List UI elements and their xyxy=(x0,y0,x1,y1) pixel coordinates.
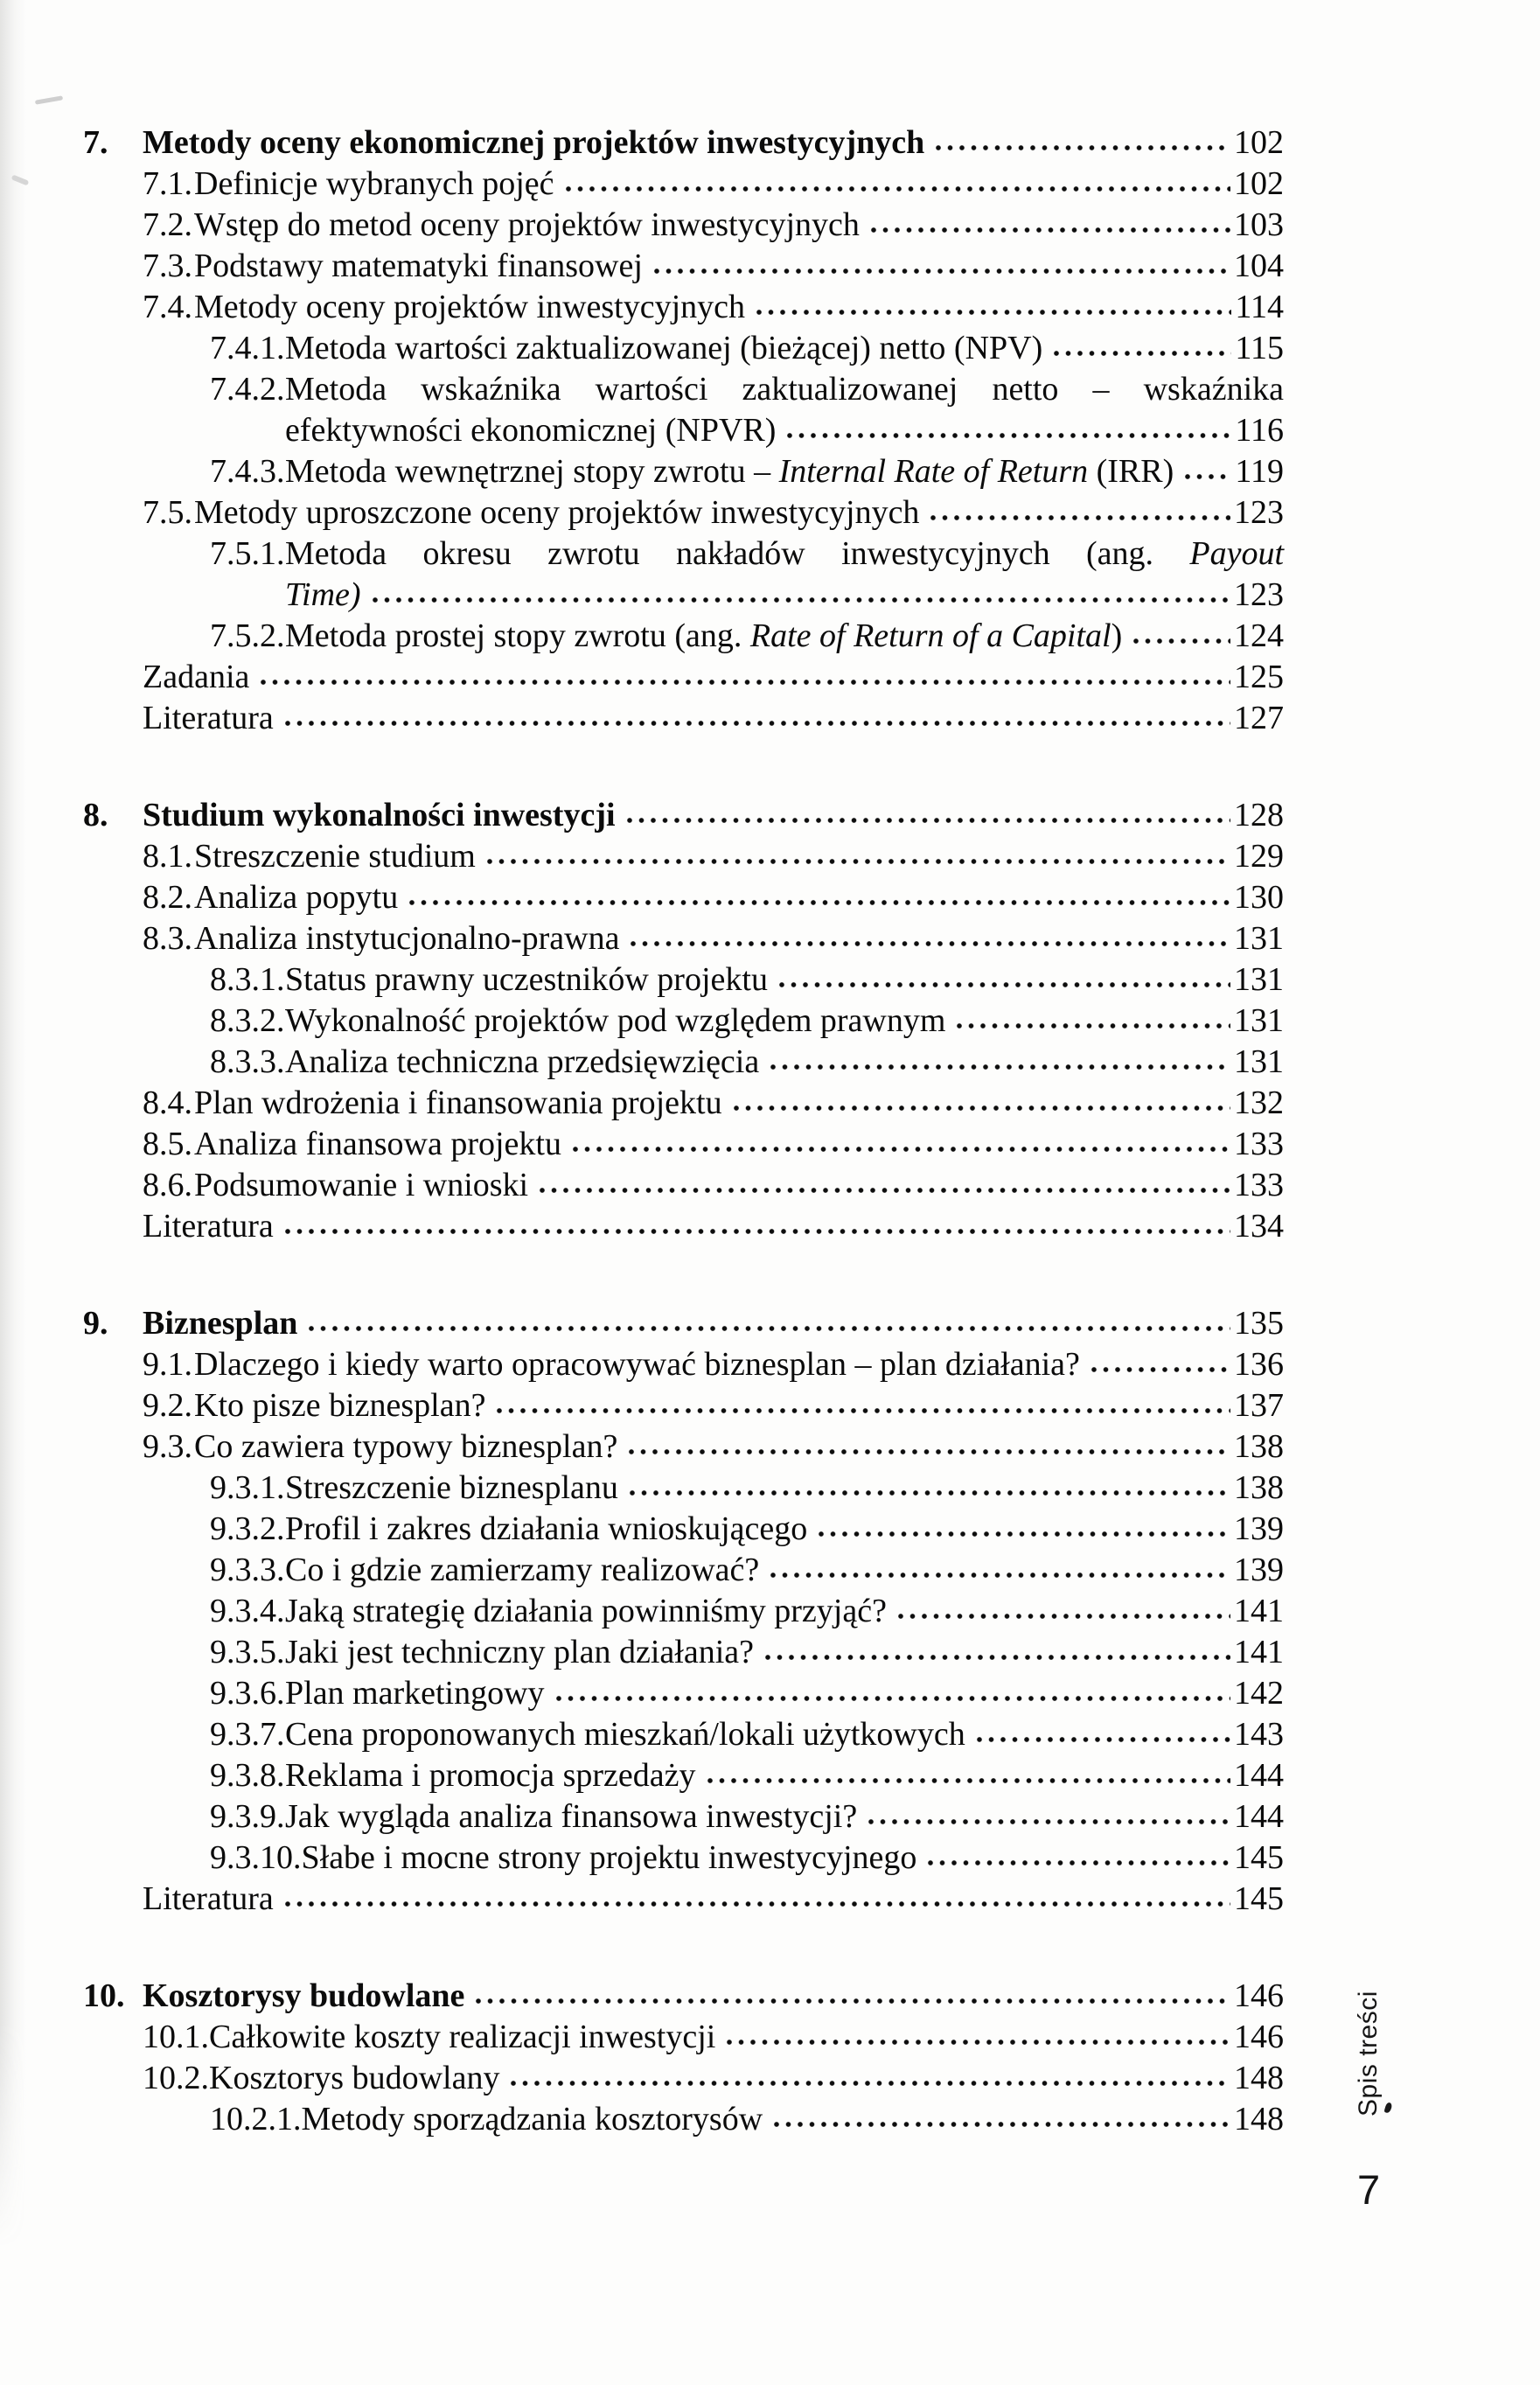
dot-leader xyxy=(563,164,1231,205)
entry-title-segment: Streszczenie biznesplanu xyxy=(285,1469,618,1506)
toc-row xyxy=(0,657,1284,698)
entry-number: 8.4. xyxy=(143,1084,192,1121)
entry-title-segment: Studium wykonalności inwestycji xyxy=(143,797,616,833)
entry-title-segment: Status prawny uczestników projektu xyxy=(285,961,768,998)
entry-title xyxy=(194,164,554,205)
entry-number: 8. xyxy=(83,797,108,833)
page-ref: 143 xyxy=(1234,1716,1284,1753)
toc-row xyxy=(0,1838,1284,1879)
dot-leader xyxy=(771,2099,1230,2140)
entry-number: 9.3.10. xyxy=(210,1839,302,1876)
page-ref: 148 xyxy=(1234,2060,1284,2096)
entry-number: 7.2. xyxy=(143,206,192,243)
toc-row xyxy=(0,492,1284,533)
entry-title xyxy=(194,918,619,959)
page-ref: 144 xyxy=(1234,1757,1284,1794)
page-ref: 130 xyxy=(1234,879,1284,916)
dot-leader xyxy=(1182,451,1231,492)
scan-smudge xyxy=(35,95,63,104)
entry-title xyxy=(285,410,776,451)
toc-row xyxy=(0,1042,1284,1083)
dot-leader xyxy=(954,1001,1230,1042)
toc-row xyxy=(0,1755,1284,1796)
dot-leader xyxy=(705,1755,1230,1796)
entry-number: 8.2. xyxy=(143,879,192,916)
dot-leader xyxy=(258,657,1230,698)
toc-row xyxy=(0,918,1284,959)
entry-title xyxy=(285,1714,965,1755)
toc-row xyxy=(0,1796,1284,1838)
page-ref: 145 xyxy=(1234,1839,1284,1876)
entry-title-segment: Definicje wybranych pojęć xyxy=(194,165,554,202)
page-ref: 131 xyxy=(1234,1043,1284,1080)
entry-number: 7.3. xyxy=(143,248,192,284)
page-ref: 139 xyxy=(1234,1552,1284,1588)
entry-title-segment: Metody oceny projektów inwestycyjnych xyxy=(194,289,746,325)
page-ref: 137 xyxy=(1234,1387,1284,1424)
dot-leader xyxy=(784,410,1231,451)
entry-title xyxy=(209,2058,499,2099)
toc-row xyxy=(0,1344,1284,1385)
dot-leader xyxy=(282,1206,1230,1247)
toc-row xyxy=(0,616,1284,657)
entry-title xyxy=(285,1673,545,1714)
entry-number: 8.3. xyxy=(143,920,192,957)
entry-title xyxy=(143,1303,297,1344)
toc-row xyxy=(0,1165,1284,1206)
entry-title-segment: Jaki jest techniczny plan działania? xyxy=(285,1634,754,1670)
page-ref: 119 xyxy=(1235,453,1284,490)
page-ref: 145 xyxy=(1234,1880,1284,1917)
toc-row xyxy=(0,1083,1284,1124)
entry-number: 9.3.7. xyxy=(210,1716,285,1753)
dot-leader xyxy=(731,1083,1230,1124)
entry-number: 7.1. xyxy=(143,165,192,202)
entry-title xyxy=(194,205,860,246)
page-ref: 127 xyxy=(1234,700,1284,736)
page-ref: 133 xyxy=(1234,1167,1284,1203)
entry-number: 7.4.1. xyxy=(210,330,285,366)
page-ref: 146 xyxy=(1234,1977,1284,2014)
entry-title-segment: Całkowite koszty realizacji inwestycji xyxy=(209,2019,716,2055)
entry-title-segment: Metoda wewnętrznej stopy zwrotu – xyxy=(285,453,779,490)
dot-leader xyxy=(624,795,1230,836)
entry-title-segment: Metoda wskaźnika wartości zaktualizowanej netto – wskaźnika xyxy=(285,371,1284,408)
entry-number: 7.5.1. xyxy=(210,535,285,572)
page-ref: 133 xyxy=(1234,1126,1284,1162)
entry-number: 7.4.3. xyxy=(210,453,285,490)
entry-title-segment: Zadania xyxy=(143,659,250,695)
dot-leader xyxy=(494,1385,1230,1426)
dot-leader xyxy=(925,1838,1230,1879)
dot-leader xyxy=(1051,328,1231,369)
dot-leader xyxy=(1131,616,1230,657)
entry-number: 10.2.1. xyxy=(210,2101,302,2137)
entry-title-segment: Profil i zakres działania wnioskującego xyxy=(285,1510,808,1547)
toc-row xyxy=(0,1714,1284,1755)
entry-title-segment: Jaką strategię działania powinniśmy przyjąć? xyxy=(285,1593,887,1629)
entry-number: 7.5. xyxy=(143,494,192,531)
dot-leader xyxy=(724,2017,1230,2058)
entry-number: 8.3.1. xyxy=(210,961,285,998)
dot-leader xyxy=(866,1796,1230,1838)
page-ref: 136 xyxy=(1234,1346,1284,1383)
entry-number: 10.1. xyxy=(143,2019,209,2055)
entry-title xyxy=(143,795,616,836)
entry-number: 7. xyxy=(83,124,108,161)
entry-number: 9.3. xyxy=(143,1428,192,1465)
entry-number: 9.1. xyxy=(143,1346,192,1383)
entry-title-italic-segment: Rate of Return of a Capital xyxy=(749,617,1111,654)
entry-title xyxy=(194,877,398,918)
entry-number: 9.3.2. xyxy=(210,1510,285,1547)
entry-title xyxy=(285,1796,857,1838)
dot-leader xyxy=(370,575,1230,616)
entry-title xyxy=(285,369,1284,410)
entry-title-segment: Analiza techniczna przedsięwzięcia xyxy=(285,1043,760,1080)
page-ref: 141 xyxy=(1234,1593,1284,1629)
entry-title xyxy=(285,533,1284,575)
entry-title-segment: Cena proponowanych mieszkań/lokali użytkowych xyxy=(285,1716,965,1753)
entry-number: 8.3.2. xyxy=(210,1002,285,1039)
page-ref: 102 xyxy=(1234,124,1284,161)
entry-number: 7.4. xyxy=(143,289,192,325)
entry-title xyxy=(194,836,476,877)
entry-number: 9.3.5. xyxy=(210,1634,285,1670)
page-ref: 131 xyxy=(1234,1002,1284,1039)
entry-title xyxy=(143,657,249,698)
page-ref: 116 xyxy=(1235,412,1284,449)
entry-title xyxy=(194,1083,722,1124)
toc-row xyxy=(0,1509,1284,1550)
entry-number: 9.3.6. xyxy=(210,1675,285,1712)
entry-title-segment: Co i gdzie zamierzamy realizować? xyxy=(285,1552,760,1588)
entry-title xyxy=(302,2099,763,2140)
entry-title-segment: Co zawiera typowy biznesplan? xyxy=(194,1428,618,1465)
entry-title xyxy=(194,287,745,328)
entry-title-segment: Metoda wartości zaktualizowanej (bieżącej) netto (NPV) xyxy=(285,330,1043,366)
page-ref: 146 xyxy=(1234,2019,1284,2055)
entry-number: 8.6. xyxy=(143,1167,192,1203)
entry-title-segment: Kosztorysy budowlane xyxy=(143,1977,465,2014)
toc-row xyxy=(0,1385,1284,1426)
entry-title xyxy=(302,1838,917,1879)
entry-title-segment: Plan marketingowy xyxy=(285,1675,545,1712)
entry-title-segment: Metody oceny ekonomicznej projektów inwestycyjnych xyxy=(143,124,925,161)
page-ref: 125 xyxy=(1234,659,1284,695)
entry-title xyxy=(194,1426,617,1468)
toc-row xyxy=(0,246,1284,287)
entry-title-segment: efektywności ekonomicznej (NPVR) xyxy=(285,412,777,449)
page-ref: 103 xyxy=(1234,206,1284,243)
toc-row xyxy=(0,2099,1284,2140)
page-ref: 102 xyxy=(1234,165,1284,202)
dot-leader xyxy=(768,1042,1230,1083)
page-ref: 104 xyxy=(1234,248,1284,284)
entry-number: 9.3.3. xyxy=(210,1552,285,1588)
dot-leader xyxy=(777,959,1230,1001)
entry-title-segment: Wykonalność projektów pod względem prawnym xyxy=(285,1002,946,1039)
toc-row xyxy=(0,877,1284,918)
entry-title-segment: Analiza finansowa projektu xyxy=(194,1126,561,1162)
toc-row xyxy=(0,1632,1284,1673)
entry-title-segment: Metody uproszczone oceny projektów inwestycyjnych xyxy=(194,494,920,531)
page-ref: 132 xyxy=(1234,1084,1284,1121)
dot-leader xyxy=(570,1124,1230,1165)
page-ref: 123 xyxy=(1234,576,1284,613)
entry-title xyxy=(194,1165,528,1206)
entry-title-segment: Analiza instytucjonalno-prawna xyxy=(194,920,620,957)
toc-row xyxy=(0,1206,1284,1247)
entry-title xyxy=(194,1344,1080,1385)
entry-title-segment: Metody sporządzania kosztorysów xyxy=(301,2101,763,2137)
entry-title xyxy=(285,1550,759,1591)
dot-leader xyxy=(508,2058,1230,2099)
toc-row xyxy=(0,369,1284,410)
entry-title-segment: Metoda prostej stopy zwrotu (ang. xyxy=(285,617,750,654)
page-ref: 138 xyxy=(1234,1469,1284,1506)
dot-leader xyxy=(473,1976,1230,2017)
entry-title xyxy=(143,1206,274,1247)
toc-row xyxy=(0,1303,1284,1344)
toc-row xyxy=(0,1673,1284,1714)
page-footer-number: 7 xyxy=(1357,2166,1381,2213)
page-ref: 144 xyxy=(1234,1798,1284,1835)
entry-title-segment: Podsumowanie i wnioski xyxy=(194,1167,529,1203)
toc-section xyxy=(0,122,1284,739)
dot-leader xyxy=(928,492,1230,533)
toc xyxy=(0,122,1284,2140)
entry-title xyxy=(285,328,1042,369)
page-ref: 131 xyxy=(1234,920,1284,957)
toc-section xyxy=(0,1976,1284,2140)
dot-leader xyxy=(484,836,1230,877)
entry-title xyxy=(209,2017,715,2058)
entry-number: 9.2. xyxy=(143,1387,192,1424)
page-ref: 131 xyxy=(1234,961,1284,998)
entry-number: 9. xyxy=(83,1305,108,1342)
dot-leader xyxy=(627,1468,1230,1509)
entry-number: 10.2. xyxy=(143,2060,209,2096)
page-ref: 141 xyxy=(1234,1634,1284,1670)
dot-leader xyxy=(306,1303,1230,1344)
toc-row xyxy=(0,205,1284,246)
entry-title-segment: Słabe i mocne strony projektu inwestycyjnego xyxy=(301,1839,917,1876)
page-ref: 128 xyxy=(1234,797,1284,833)
entry-title xyxy=(143,1976,464,2017)
entry-title xyxy=(194,1385,485,1426)
entry-number: 9.3.9. xyxy=(210,1798,285,1835)
entry-title xyxy=(285,451,1174,492)
dot-leader xyxy=(626,1426,1230,1468)
entry-title xyxy=(285,1468,618,1509)
toc-row xyxy=(0,2017,1284,2058)
toc-row xyxy=(0,287,1284,328)
entry-title-segment: Podstawy matematyki finansowej xyxy=(194,248,643,284)
entry-title-segment: Wstęp do metod oceny projektów inwestycyjnych xyxy=(194,206,860,243)
toc-row xyxy=(0,533,1284,575)
entry-number: 9.3.4. xyxy=(210,1593,285,1629)
entry-title xyxy=(285,1632,754,1673)
entry-title-segment: Literatura xyxy=(143,700,274,736)
dot-leader xyxy=(537,1165,1230,1206)
entry-title xyxy=(194,246,643,287)
dot-leader xyxy=(763,1632,1230,1673)
toc-row xyxy=(0,1879,1284,1920)
dot-leader xyxy=(282,1879,1230,1920)
entry-title-segment: Literatura xyxy=(143,1208,274,1245)
entry-title-segment: Plan wdrożenia i finansowania projektu xyxy=(194,1084,722,1121)
dot-leader xyxy=(652,246,1230,287)
toc-row xyxy=(0,698,1284,739)
entry-number: 8.3.3. xyxy=(210,1043,285,1080)
entry-title xyxy=(285,575,361,616)
entry-title-segment: Analiza popytu xyxy=(194,879,399,916)
page-ref: 139 xyxy=(1234,1510,1284,1547)
toc-row xyxy=(0,451,1284,492)
dot-leader xyxy=(282,698,1230,739)
toc-row xyxy=(0,122,1284,164)
entry-title-segment: Streszczenie studium xyxy=(194,838,476,875)
entry-title-segment: Jak wygląda analiza finansowa inwestycji? xyxy=(285,1798,858,1835)
entry-number: 9.3.8. xyxy=(210,1757,285,1794)
toc-section xyxy=(0,795,1284,1247)
entry-title xyxy=(194,492,919,533)
entry-title-segment: Dlaczego i kiedy warto opracowywać biznesplan – plan działania? xyxy=(194,1346,1080,1383)
entry-title-segment: Biznesplan xyxy=(143,1305,298,1342)
entry-number: 7.5.2. xyxy=(210,617,285,654)
dot-leader xyxy=(768,1550,1230,1591)
toc-row xyxy=(0,1124,1284,1165)
page-ref: 123 xyxy=(1234,494,1284,531)
entry-title xyxy=(285,1755,696,1796)
dot-leader xyxy=(1089,1344,1230,1385)
toc-row xyxy=(0,1976,1284,2017)
entry-number: 10. xyxy=(83,1977,125,2014)
page-ref: 138 xyxy=(1234,1428,1284,1465)
toc-row xyxy=(0,410,1284,451)
entry-title-italic-segment: Payout xyxy=(1189,535,1284,572)
dot-leader xyxy=(974,1714,1230,1755)
entry-title xyxy=(285,1591,887,1632)
toc-section xyxy=(0,1303,1284,1920)
dot-leader xyxy=(933,122,1230,164)
page-ref: 114 xyxy=(1235,289,1284,325)
toc-row xyxy=(0,795,1284,836)
toc-row xyxy=(0,164,1284,205)
entry-title xyxy=(143,122,924,164)
toc-row xyxy=(0,328,1284,369)
page-ref: 142 xyxy=(1234,1675,1284,1712)
entry-title xyxy=(285,616,1122,657)
page-ref: 148 xyxy=(1234,2101,1284,2137)
page-ref: 115 xyxy=(1235,330,1284,366)
side-label-spis-tresci: Spis treści xyxy=(1354,1991,1383,2117)
toc-row xyxy=(0,1001,1284,1042)
entry-title xyxy=(194,1124,561,1165)
dot-leader xyxy=(407,877,1230,918)
page-ref: 134 xyxy=(1234,1208,1284,1245)
entry-title xyxy=(285,959,768,1001)
entry-title-segment: ) xyxy=(1111,617,1123,654)
entry-number: 8.5. xyxy=(143,1126,192,1162)
entry-title xyxy=(143,698,274,739)
entry-title-segment: Metoda okresu zwrotu nakładów inwestycyjnych (ang. xyxy=(285,535,1190,572)
dot-leader xyxy=(554,1673,1230,1714)
entry-title-segment: Kto pisze biznesplan? xyxy=(194,1387,486,1424)
page-ref: 135 xyxy=(1234,1305,1284,1342)
entry-title xyxy=(143,1879,274,1920)
entry-title xyxy=(285,1001,945,1042)
entry-title-segment: Reklama i promocja sprzedaży xyxy=(285,1757,696,1794)
toc-row xyxy=(0,575,1284,616)
entry-title xyxy=(285,1509,807,1550)
entry-title-italic-segment: Time) xyxy=(285,576,361,613)
entry-title xyxy=(285,1042,759,1083)
entry-title-italic-segment: Internal Rate of Return xyxy=(778,453,1089,490)
page-ref: 129 xyxy=(1234,838,1284,875)
entry-title-segment: Literatura xyxy=(143,1880,274,1917)
toc-row xyxy=(0,2058,1284,2099)
page-ref: 124 xyxy=(1234,617,1284,654)
entry-title-segment: (IRR) xyxy=(1088,453,1174,490)
toc-row xyxy=(0,836,1284,877)
dot-leader xyxy=(868,205,1230,246)
entry-number: 9.3.1. xyxy=(210,1469,285,1506)
dot-leader xyxy=(628,918,1230,959)
dot-leader xyxy=(754,287,1231,328)
toc-row xyxy=(0,1426,1284,1468)
toc-row xyxy=(0,1591,1284,1632)
entry-number: 7.4.2. xyxy=(210,371,285,408)
toc-row xyxy=(0,1468,1284,1509)
entry-number: 8.1. xyxy=(143,838,192,875)
toc-row xyxy=(0,1550,1284,1591)
dot-leader xyxy=(895,1591,1230,1632)
entry-title-segment: Kosztorys budowlany xyxy=(209,2060,500,2096)
toc-row xyxy=(0,959,1284,1001)
dot-leader xyxy=(816,1509,1230,1550)
